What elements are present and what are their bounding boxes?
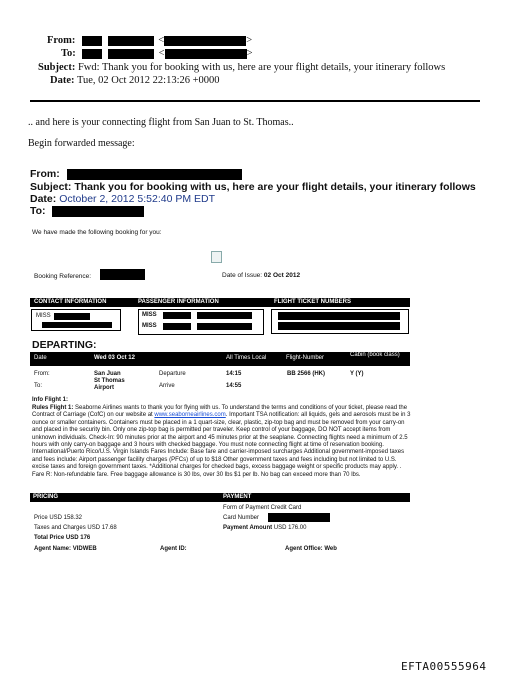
subject-label: Subject: — [38, 62, 76, 73]
agent-name-label: Agent Name: — [34, 546, 72, 552]
redacted-passenger-1-first — [163, 312, 191, 319]
redacted-sender-name — [82, 36, 102, 46]
email-subject-line — [38, 61, 445, 74]
departure-place: San Juan — [94, 371, 121, 377]
payment-amount: USD 176.00 — [273, 525, 307, 531]
redacted-sender-email — [164, 36, 246, 46]
agent-office-line — [285, 546, 337, 552]
cabin-class: Y (Y) — [350, 371, 364, 377]
contact-title: MISS — [36, 313, 51, 319]
forwarded-date-label: Date: — [30, 193, 57, 205]
cabin-column-header: Cabin (book class) — [350, 352, 400, 358]
issue-date-label: Date of Issue: — [222, 272, 263, 279]
email-date: Tue, 02 Oct 2012 22:13:26 +0000 — [76, 75, 220, 86]
broken-image-icon — [211, 251, 222, 263]
departure-type: Departure — [159, 371, 186, 377]
flight-date: Wed 03 Oct 12 — [94, 355, 135, 361]
seaborne-link[interactable]: www.seaborneairlines.com — [154, 412, 226, 419]
redacted-sender-surname — [108, 36, 154, 46]
redacted-booking-reference — [100, 269, 145, 280]
agent-office: Web — [324, 546, 337, 552]
flight-table-header — [30, 352, 410, 366]
price: Price USD 158.32 — [34, 515, 83, 521]
redacted-contact-detail — [42, 322, 112, 328]
forward-intro: Begin forwarded message: — [28, 138, 135, 149]
rules-text-2: . Important TSA notification: all liquids, gels and aerosols must be in 3 ounce or smaller containers. Containers must be placed in a 1 quart-size, clear, plastic, zip-top bag and must be removed from your carry-on and placed in the security bin. Only one zip-top bag is permitted per traveler. Keep control of your baggage, DO NOT accept items from unknown individuals. Check-In: 90 minutes prior at the airport and 45 minutes prior at the seaplane. Connecting flights need a minimum of 2.5 hours with only carry-on baggage and 3 hours with checked baggage. You must note connecting flight at time of reservation booking. International/Puerto Rico/U.S. Virgin Islands Fares Include: Base fare and carrier-imposed surcharges Additional government-imposed taxes and fees include: Airport passenger facility charges (PFCs) of up to $18 Other government taxes and fees including but not limited to U.S. excise taxes and foreign government taxes. *Additional charges for checked bags, excess baggage weight or specific products may apply. . Fare R: Non-refundable fare. Free baggage allowance is 30 lbs, over 30 lbs $1 per lb. No bag can exceed more than 70 lbs. — [32, 412, 411, 478]
redacted-recipient-surname — [108, 49, 154, 59]
to-label: To: — [61, 48, 76, 59]
redacted-card-number — [268, 513, 330, 522]
forwarded-from-label: From: — [30, 168, 60, 180]
arrival-type: Arrive — [159, 383, 175, 389]
ticket-numbers-header: FLIGHT TICKET NUMBERS — [274, 299, 351, 305]
redacted-recipient-name — [82, 49, 102, 59]
info-header-bar — [30, 298, 410, 307]
header-divider — [30, 100, 480, 102]
email-to-line: To: < > — [61, 48, 253, 59]
passenger-info-box — [138, 309, 264, 335]
arrival-time: 14:55 — [226, 383, 242, 389]
forwarded-subject-line — [30, 181, 476, 193]
card-number-label: Card Number — [223, 515, 260, 521]
issue-date-line — [222, 272, 300, 279]
agent-office-label: Agent Office: — [285, 546, 323, 552]
forwarded-to-line — [30, 205, 144, 217]
contact-info-header: CONTACT INFORMATION — [34, 299, 107, 305]
forwarded-from-line — [30, 168, 242, 180]
info-flight-title: Info Flight 1: — [32, 397, 68, 403]
passenger-title-1: MISS — [142, 312, 157, 318]
email-date-line — [50, 74, 220, 87]
redacted-forwarded-sender — [67, 169, 242, 180]
payment-amount-label: Payment Amount — [223, 525, 273, 531]
issue-date: 02 Oct 2012 — [263, 272, 301, 279]
date-column-header: Date — [34, 355, 47, 361]
departing-heading: DEPARTING: — [32, 339, 97, 351]
payment-header: PAYMENT — [223, 494, 252, 500]
from-row-label: From: — [34, 371, 50, 377]
flight-column-header: Flight-Number — [286, 355, 325, 361]
payment-form: Form of Payment Credit Card — [223, 505, 302, 511]
passenger-info-header: PASSENGER INFORMATION — [138, 299, 219, 305]
flight-rules-text — [32, 405, 412, 479]
arrival-place: St Thomas Airport — [94, 378, 125, 391]
ticket-numbers-box — [271, 309, 409, 334]
date-label: Date: — [50, 75, 75, 86]
redacted-contact-name — [54, 313, 90, 320]
redacted-passenger-2-first — [163, 323, 191, 330]
redacted-passenger-2-last — [197, 323, 252, 330]
payment-amount-line — [223, 525, 306, 531]
pricing-header-bar — [30, 493, 410, 502]
taxes: Taxes and Charges USD 17.68 — [34, 525, 117, 531]
departure-time: 14:15 — [226, 371, 242, 377]
total-price: Total Price USD 176 — [34, 535, 91, 541]
rules-text-1: Seaborne Airlines wants to thank you for flying with us. To understand the terms and conditions of your ticket, please read the Contract of Carriage (CofC) on our website at — [32, 405, 408, 419]
to-row-label: To: — [34, 383, 43, 389]
redacted-recipient-email — [165, 49, 247, 59]
email-body-line: .. and here is your connecting flight from San Juan to St. Thomas.. — [28, 117, 294, 128]
forwarded-subject-label: Subject: — [30, 181, 72, 193]
pricing-header: PRICING — [33, 494, 59, 500]
contact-info-box — [31, 309, 121, 331]
forwarded-date: October 2, 2012 5:52:40 PM EDT — [59, 193, 216, 205]
from-label: From: — [47, 35, 76, 46]
redacted-forwarded-recipient — [52, 206, 144, 217]
agent-name: VIDWEB — [72, 546, 97, 552]
document-id: EFTA00555964 — [401, 660, 487, 673]
forwarded-to-label: To: — [30, 205, 46, 217]
forwarded-subject: Thank you for booking with us, here are your flight details, your itinerary follows — [74, 181, 476, 193]
redacted-ticket-number-2 — [278, 322, 400, 330]
booking-ref-label: Booking Reference: — [34, 273, 92, 280]
agent-id-label: Agent ID: — [160, 546, 187, 552]
flight-number: BB 2566 (HK) — [287, 371, 326, 377]
agent-name-line — [34, 546, 97, 552]
rules-label: Rules Flight 1: — [32, 405, 74, 411]
forwarded-date-line — [30, 193, 215, 205]
booking-intro: We have made the following booking for you: — [32, 229, 162, 236]
times-column-header: All Times Local — [226, 355, 267, 361]
redacted-ticket-number-1 — [278, 312, 400, 320]
passenger-title-2: MISS — [142, 323, 157, 329]
email-subject: Fwd: Thank you for booking with us, here are your flight details, your itinerary follows — [77, 62, 446, 73]
email-from-line: From: < > — [47, 35, 253, 46]
redacted-passenger-1-last — [197, 312, 252, 319]
